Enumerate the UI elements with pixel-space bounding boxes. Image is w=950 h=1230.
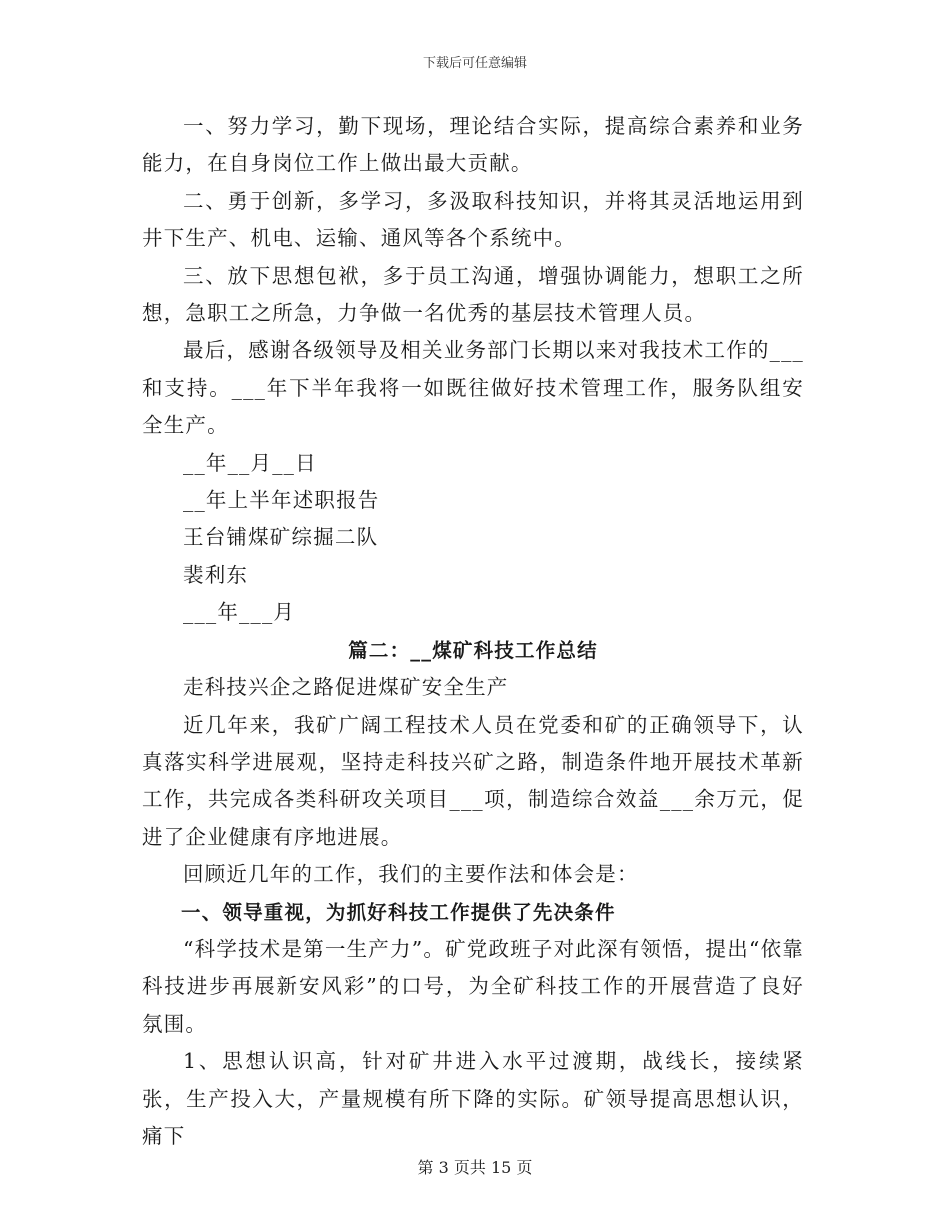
page-header: 下载后可任意编辑 [422,56,527,71]
paragraph: “科学技术是第一生产力”。矿党政班子对此深有领悟，提出“依靠科技进步再展新安风彩”的口号，为全矿科技工作的开展营造了良好氛围。 [142,936,804,1036]
bold-heading: 一、领导重视，为抓好科技工作提供了先决条件 [181,900,616,924]
date-line: __年__月__日 [183,450,317,475]
section-title: 篇二：__煤矿科技工作总结 [348,638,598,662]
unit-name-line: 王台铺煤矿综掘二队 [183,525,379,550]
page-footer: 第 3 页共 15 页 [417,1158,533,1177]
paragraph: 最后，感谢各级领导及相关业务部门长期以来对我技术工作的___和支持。___年下半年我将一如既往做好技术管理工作，服务队组安全生产。 [142,338,804,438]
subtitle-line: 走科技兴企之路促进煤矿安全生产 [183,675,509,700]
date-line: ___年___月 [183,600,296,625]
author-name-line: 裴利东 [183,562,249,587]
paragraph: 近几年来，我矿广阔工程技术人员在党委和矿的正确领导下，认真落实科学进展观，坚持走科技兴矿之路，制造条件地开展技术革新工作，共完成各类科研攻关项目___项，制造综合效益___余万元，促进了企业健康有序地进展。 [142,712,804,849]
paragraph: 一、努力学习，勤下现场，理论结合实际，提高综合素养和业务能力，在自身岗位工作上做出最大贡献。 [142,114,804,176]
paragraph: 1、思想认识高，针对矿井进入水平过渡期，战线长，接续紧张，生产投入大，产量规模有所下降的实际。矿领导提高思想认识，痛下 [142,1049,804,1148]
paragraph: 二、勇于创新，多学习，多汲取科技知识，并将其灵活地运用到井下生产、机电、运输、通风等各个系统中。 [142,188,804,251]
report-title-line: __年上半年述职报告 [183,488,380,513]
paragraph: 三、放下思想包袱，多于员工沟通，增强协调能力，想职工之所想，急职工之所急，力争做一名优秀的基层技术管理人员。 [142,263,804,326]
document-body [142,108,804,1155]
paragraph: 回顾近几年的工作，我们的主要作法和体会是： [183,862,639,887]
